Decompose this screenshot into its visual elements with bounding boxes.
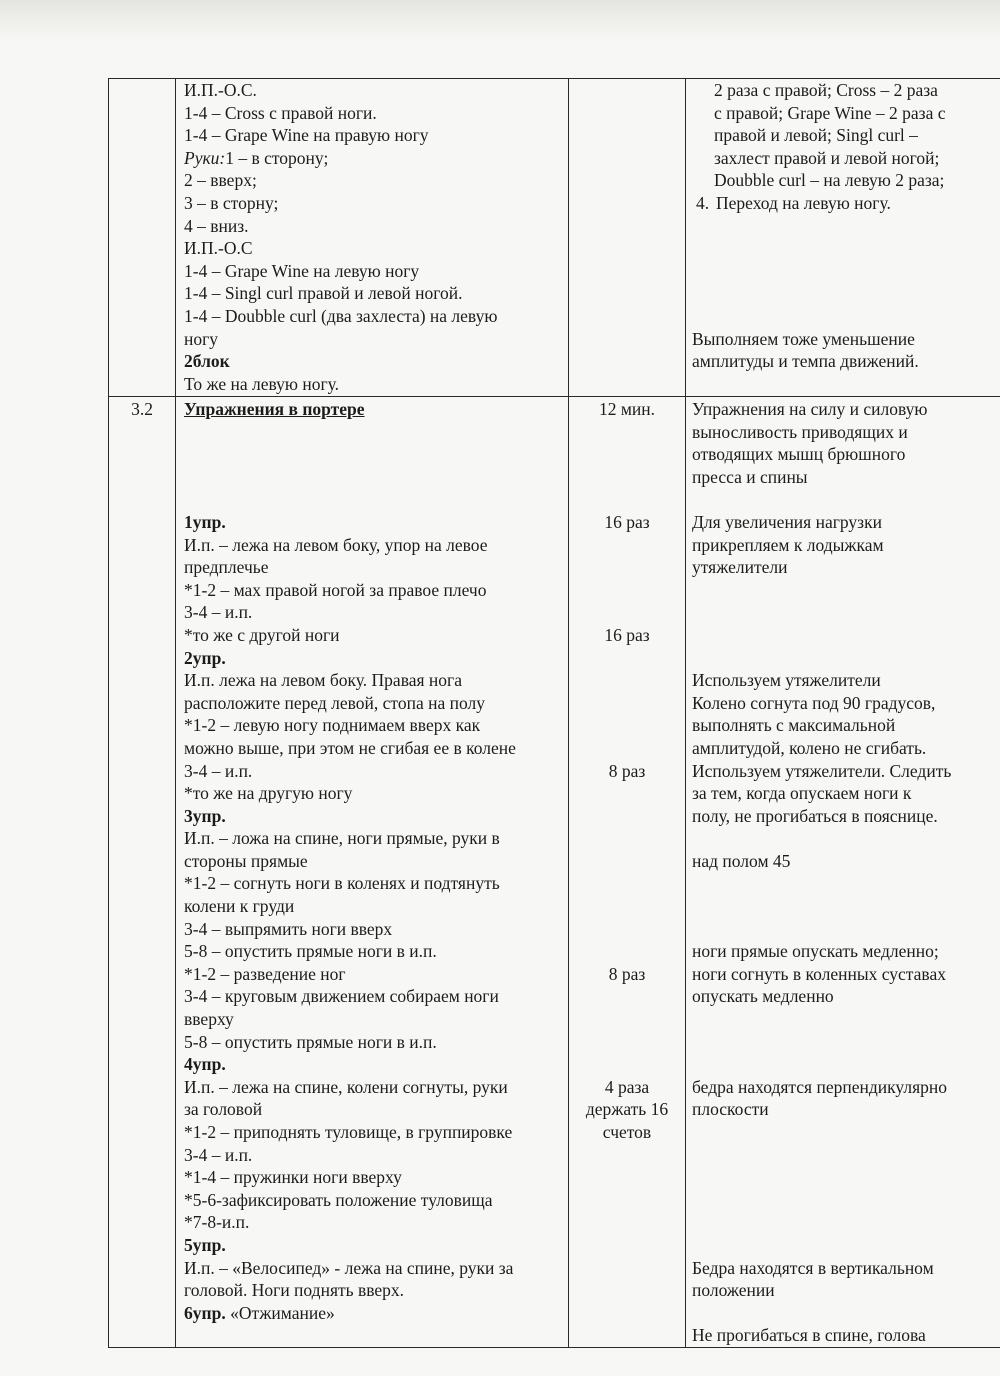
text-line: 3-4 – и.п.	[184, 1144, 253, 1165]
text-line: утяжелители	[692, 557, 788, 578]
text-line: 3-4 – и.п.	[184, 760, 253, 781]
dosage-reps: 4 раза	[604, 1076, 650, 1097]
text-line: амплитудой, колено не сгибать.	[692, 737, 927, 758]
table-row	[109, 397, 1000, 1348]
text-line: амплитуды и темпа движений.	[692, 351, 919, 372]
text-line: 1-4 – Singl curl правой и левой ногой.	[184, 283, 463, 304]
section-title: Упражнения в портере	[184, 399, 365, 419]
text-line: 5-8 – опустить прямые ноги в и.п.	[184, 941, 437, 962]
list-item	[692, 192, 998, 215]
text-line: 2 – вверх;	[184, 170, 257, 191]
text-line: выносливость приводящих и	[692, 421, 908, 442]
text-line: положении	[692, 1280, 775, 1301]
dosage-cell	[569, 397, 686, 1348]
text-line: *то же на другую ногу	[184, 783, 353, 804]
arms-step: 1 – в сторону;	[225, 147, 329, 168]
text-line: И.п. – ложа на спине, ноги прямые, руки в	[184, 828, 500, 849]
text-line: И.п. – «Велосипед» - лежа на спине, руки за	[184, 1257, 514, 1278]
exercise-label: 3упр.	[184, 805, 226, 826]
text-line: *1-2 – согнуть ноги в коленях и подтянуть	[184, 873, 500, 894]
text-line: 1-4 – Cross с правой ноги.	[184, 102, 377, 123]
exercise-table	[108, 78, 1000, 1348]
text-line: Упражнения на силу и силовую	[692, 399, 928, 419]
dosage-cell	[569, 79, 686, 397]
text-line: Не прогибаться в спине, голова	[692, 1325, 926, 1346]
text-line: расположите перед левой, стопа на полу	[184, 692, 485, 713]
text-line: за головой	[184, 1099, 263, 1120]
text-line: Для увеличения нагрузки	[692, 511, 882, 532]
text-line: 3-4 – и.п.	[184, 602, 253, 623]
text-line: Используем утяжелители	[692, 670, 881, 691]
text-line: бедра находятся перпендикулярно	[692, 1076, 948, 1097]
text-line: *5-6-зафиксировать положение туловища	[184, 1189, 493, 1210]
text-line: пресса и спины	[692, 466, 808, 487]
text-line: Doubble curl – на левую 2 раза;	[714, 170, 945, 191]
row-number-cell	[109, 397, 176, 1348]
text-line: стороны прямые	[184, 850, 308, 871]
dosage-reps: 8 раз	[608, 963, 646, 984]
text-line: И.П.-О.С.	[184, 80, 257, 100]
text-line: 3-4 – выпрямить ноги вверх	[184, 918, 393, 939]
text-line: колени к груди	[184, 896, 295, 917]
text-line: И.п. лежа на левом боку. Правая нога	[184, 670, 462, 691]
text-line: вверху	[184, 1009, 234, 1030]
text-line: за тем, когда опускаем ноги к	[692, 783, 912, 804]
dosage-reps: 16 раз	[604, 511, 650, 532]
exercise-title: «Отжимание»	[225, 1302, 335, 1323]
text-line	[184, 147, 568, 170]
description-cell	[176, 79, 569, 397]
text-line: *7-8-и.п.	[184, 1212, 250, 1233]
list-index: 4.	[696, 192, 710, 213]
text-line: И.п. – лежа на левом боку, упор на левое	[184, 534, 488, 555]
text-line: Бедра находятся в вертикальном	[692, 1257, 934, 1278]
text-line: выполнять с максимальной	[692, 715, 896, 736]
text-line: 5-8 – опустить прямые ноги в и.п.	[184, 1031, 437, 1052]
text-line: 4 – вниз.	[184, 215, 249, 236]
table-row	[109, 79, 1000, 397]
text-line: Используем утяжелители. Следить	[692, 760, 952, 781]
text-line: 3-4 – круговым движением собираем ноги	[184, 986, 499, 1007]
exercise-label: 2упр.	[184, 647, 226, 668]
text-line: можно выше, при этом не сгибая ее в колене	[184, 737, 516, 758]
text-line: ноги согнуть в коленных суставах	[692, 963, 946, 984]
notes-cell	[686, 79, 1000, 397]
dosage-hold: счетов	[602, 1122, 652, 1142]
text-line: плоскости	[692, 1099, 769, 1120]
block-label: 2блок	[184, 351, 230, 372]
text-line: *то же с другой ноги	[184, 624, 340, 645]
text-line: *1-2 – разведение ног	[184, 963, 346, 984]
text-line: головой. Ноги поднять вверх.	[184, 1280, 405, 1301]
exercise-label: 6упр.	[184, 1302, 226, 1323]
text-line: опускать медленно	[692, 986, 834, 1007]
notes-cell	[686, 397, 1000, 1348]
text-line: предплечье	[184, 557, 269, 578]
text-line: И.П.-О.С	[184, 238, 253, 259]
text-line: ноги прямые опускать медленно;	[692, 941, 939, 962]
exercise-label: 4упр.	[184, 1054, 226, 1075]
exercise-label: 1упр.	[184, 511, 226, 532]
exercise-label: 5упр.	[184, 1234, 226, 1255]
text-line: То же на левую ногу.	[184, 373, 340, 394]
text-line: *1-2 – приподнять туловище, в группировке	[184, 1122, 513, 1142]
list-text: Переход на левую ногу.	[716, 192, 891, 213]
text-line: И.п. – лежа на спине, колени согнуты, руки	[184, 1076, 508, 1097]
text-line	[184, 1302, 568, 1325]
arms-label: Руки:	[184, 147, 226, 168]
text-line: правой и левой; Singl curl –	[714, 125, 918, 146]
dosage-reps: 8 раз	[608, 760, 646, 781]
text-line: 3 – в сторну;	[184, 192, 279, 213]
text-line: 1-4 – Grape Wine на левую ногу	[184, 260, 420, 281]
text-line: захлест правой и левой ногой;	[714, 147, 940, 168]
row-number: 3.2	[131, 399, 153, 419]
text-line: 1-4 – Grape Wine на правую ногу	[184, 125, 429, 146]
text-line: прикрепляем к лодыжкам	[692, 534, 884, 555]
text-line: полу, не прогибаться в пояснице.	[692, 805, 938, 826]
dosage-hold: держать 16	[585, 1099, 669, 1120]
dosage-duration: 12 мин.	[598, 399, 656, 419]
dosage-reps: 16 раз	[604, 624, 650, 645]
scan-shade	[0, 0, 1000, 40]
text-line: Выполняем тоже уменьшение	[692, 328, 915, 349]
text-line: 1-4 – Doubble curl (два захлеста) на левую	[184, 305, 498, 326]
text-line: 2 раза с правой; Cross – 2 раза	[714, 80, 938, 100]
row-number-cell	[109, 79, 176, 397]
text-line: с правой; Grape Wine – 2 раза с	[714, 102, 946, 123]
text-line: отводящих мышц брюшного	[692, 444, 906, 465]
text-line: *1-2 – левую ногу поднимаем вверх как	[184, 715, 481, 736]
text-line: *1-2 – мах правой ногой за правое плечо	[184, 579, 487, 600]
text-line: ногу	[184, 328, 219, 349]
text-line: *1-4 – пружинки ноги вверху	[184, 1167, 402, 1188]
text-line: Колено согнута под 90 градусов,	[692, 692, 936, 713]
description-cell	[176, 397, 569, 1348]
text-line: над полом 45	[692, 850, 791, 871]
